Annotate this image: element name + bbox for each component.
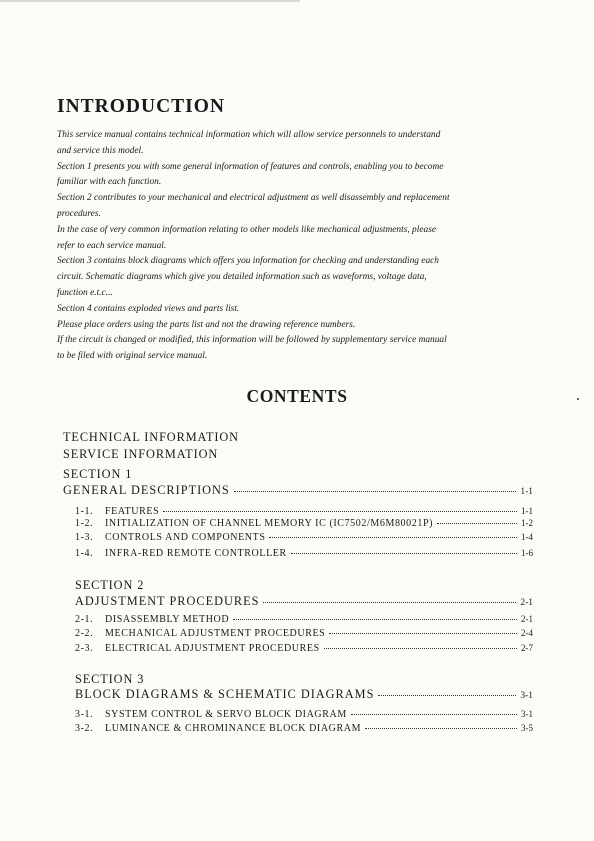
intro-line: Section 2 contributes to your mechanical and electrical adjustment as well disassembly and replacement: [57, 193, 450, 204]
intro-line: This service manual contains technical information which will allow service personnels to understand: [57, 130, 441, 140]
dot-leader: [234, 491, 517, 492]
toc-section-3-heading[interactable]: [75, 687, 533, 702]
toc-entry-number: 2-1.: [75, 614, 94, 625]
toc-page-number: 3-1: [520, 691, 533, 701]
intro-line: If the circuit is changed or modified, this information will be followed by supplementary service manual: [57, 335, 447, 346]
toc-entry-title: LUMINANCE & CHROMINANCE BLOCK DIAGRAM: [105, 723, 362, 734]
toc-entry-2-3[interactable]: [75, 643, 533, 654]
toc-page-number: 2-1: [521, 614, 533, 624]
section-2-label: SECTION 2: [75, 578, 145, 592]
dot-leader: [233, 619, 517, 620]
toc-page-number: 2-7: [521, 643, 533, 653]
dot-leader: [163, 511, 517, 512]
toc-entry-number: 1-3.: [75, 532, 94, 543]
toc-section-1-heading[interactable]: [63, 483, 533, 498]
toc-entry-number: 3-2.: [75, 723, 94, 734]
toc-technical-information[interactable]: TECHNICAL INFORMATION: [63, 430, 239, 444]
dot-leader: [365, 728, 517, 729]
toc-page-number: 3-5: [521, 723, 533, 733]
toc-section-2-heading[interactable]: [75, 594, 533, 609]
introduction-body: [57, 128, 539, 365]
toc-entry-1-2[interactable]: [75, 518, 533, 529]
intro-line: In the case of very common information relating to other models like mechanical adjustments, please: [57, 224, 437, 235]
dot-leader: [324, 648, 517, 649]
toc-entry-number: 2-2.: [75, 628, 94, 639]
dot-leader: [351, 714, 517, 715]
toc-page-number: 1-1: [520, 487, 533, 497]
dot-leader: [263, 602, 516, 603]
intro-line: Please place orders using the parts list and not the drawing reference numbers.: [57, 319, 356, 330]
introduction-heading: INTRODUCTION: [57, 96, 226, 117]
toc-entry-number: 1-4.: [75, 548, 94, 559]
intro-line: procedures.: [57, 208, 101, 219]
dot-leader: [329, 633, 517, 634]
dot-leader: [437, 523, 517, 524]
stray-mark: [577, 398, 579, 400]
section-3-label: SECTION 3: [75, 672, 145, 686]
intro-line: familiar with each function.: [57, 177, 162, 188]
toc-entry-title: CONTROLS AND COMPONENTS: [105, 532, 266, 543]
intro-line: function e.t.c...: [57, 287, 113, 298]
toc-page-number: 1-4: [521, 532, 533, 542]
toc-entry-title: FEATURES: [105, 506, 160, 517]
intro-line: Section 1 presents you with some general information of features and controls, enabling you to become: [57, 161, 444, 172]
toc-page-number: 2-1: [520, 598, 533, 608]
dot-leader: [291, 553, 517, 554]
toc-entry-title: MECHANICAL ADJUSTMENT PROCEDURES: [105, 628, 326, 639]
toc-entry-1-3[interactable]: [75, 532, 533, 543]
toc-page-number: 3-1: [521, 709, 533, 719]
toc-entry-title: INITIALIZATION OF CHANNEL MEMORY IC (IC7502/M6M80021P): [105, 518, 434, 529]
toc-page-number: 2-4: [521, 628, 533, 638]
intro-line: to be filed with original service manual.: [57, 351, 208, 362]
intro-line: circuit. Schematic diagrams which give you detailed information such as waveforms, voltage data,: [57, 272, 427, 283]
toc-page-number: 1-6: [521, 548, 533, 558]
toc-entry-3-2[interactable]: [75, 723, 533, 734]
toc-heading-title: GENERAL DESCRIPTIONS: [63, 483, 230, 497]
top-edge-line: [0, 0, 300, 2]
toc-entry-title: DISASSEMBLY METHOD: [105, 614, 230, 625]
toc-heading-title: BLOCK DIAGRAMS & SCHEMATIC DIAGRAMS: [75, 687, 375, 701]
toc-entry-1-4[interactable]: [75, 548, 533, 559]
toc-entry-title: ELECTRICAL ADJUSTMENT PROCEDURES: [105, 643, 320, 654]
toc-entry-2-1[interactable]: [75, 614, 533, 625]
toc-page-number: 1-2: [521, 518, 533, 528]
intro-line: and service this model.: [57, 145, 144, 156]
dot-leader: [378, 695, 516, 696]
toc-page-number: 1-1: [521, 506, 533, 516]
contents-heading: CONTENTS: [246, 386, 348, 406]
intro-line: refer to each service manual.: [57, 240, 167, 251]
toc-entry-3-1[interactable]: [75, 709, 533, 720]
toc-entry-title: SYSTEM CONTROL & SERVO BLOCK DIAGRAM: [105, 709, 347, 720]
section-1-label: SECTION 1: [63, 467, 133, 481]
toc-entry-title: INFRA-RED REMOTE CONTROLLER: [105, 548, 287, 559]
toc-entry-2-2[interactable]: [75, 628, 533, 639]
toc-service-information[interactable]: SERVICE INFORMATION: [63, 447, 219, 461]
toc-entry-number: 2-3.: [75, 643, 94, 654]
toc-entry-1-1[interactable]: [75, 506, 533, 517]
toc-heading-title: ADJUSTMENT PROCEDURES: [75, 594, 260, 608]
intro-line: Section 4 contains exploded views and parts list.: [57, 303, 240, 314]
intro-line: Section 3 contains block diagrams which offers you information for checking and understanding each: [57, 256, 439, 267]
toc-entry-number: 1-2.: [75, 518, 94, 529]
toc-entry-number: 3-1.: [75, 709, 94, 720]
dot-leader: [269, 537, 517, 538]
toc-entry-number: 1-1.: [75, 506, 94, 517]
